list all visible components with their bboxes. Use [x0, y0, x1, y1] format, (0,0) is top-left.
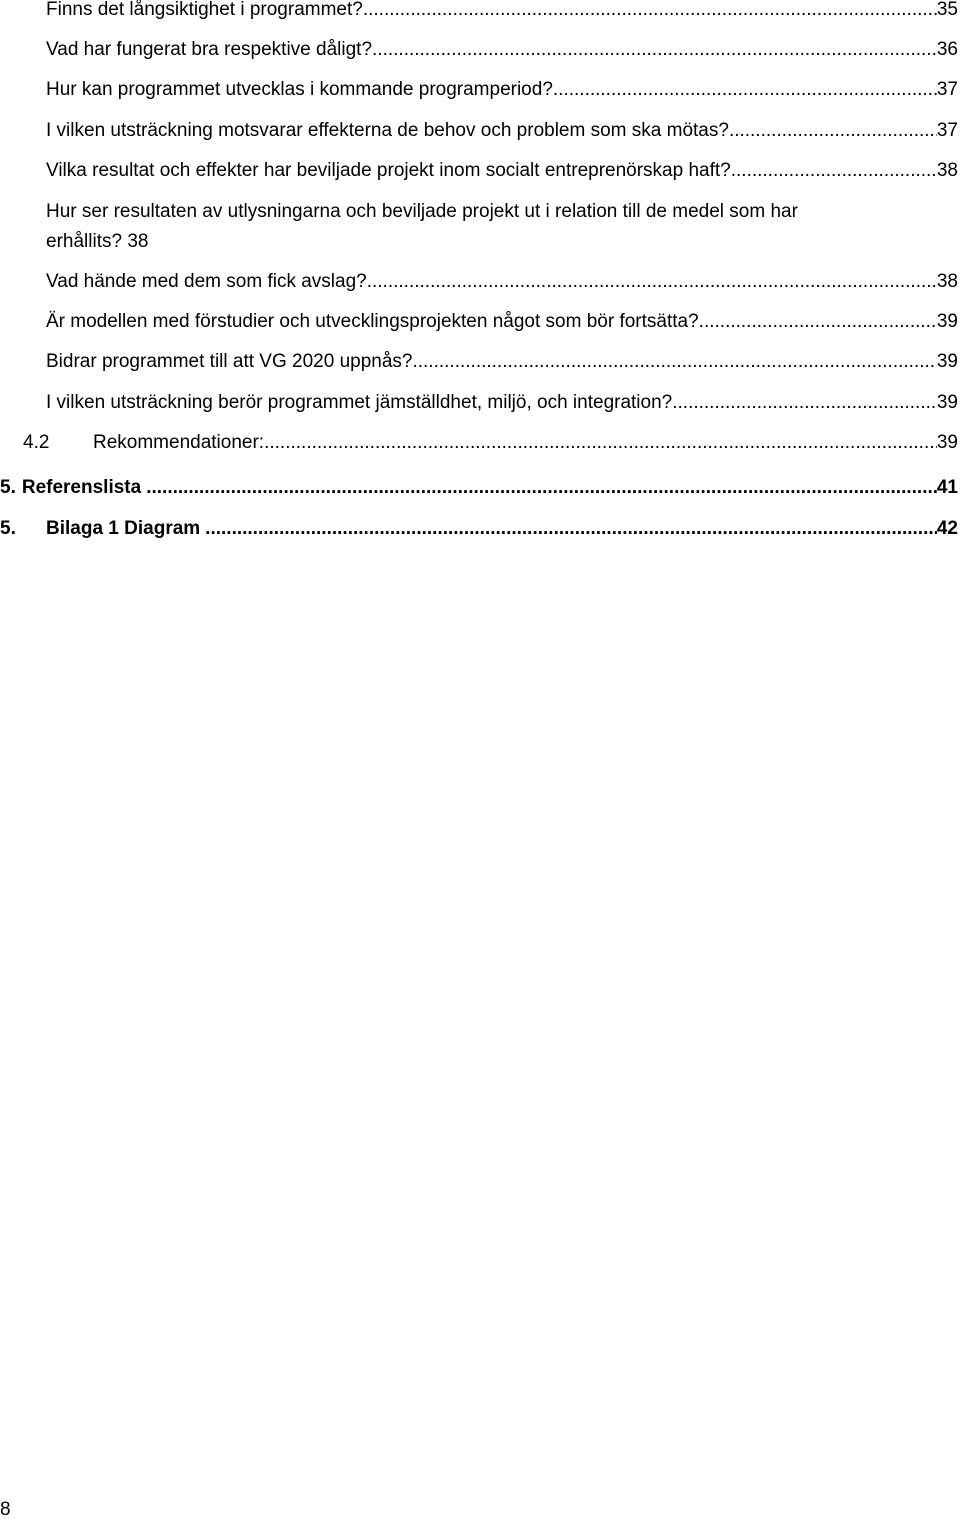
toc-entry-page: 39 [936, 432, 958, 453]
toc-entry-title-line2: erhållits? 38 [46, 231, 149, 252]
toc-entry[interactable] [46, 391, 958, 415]
toc-entry-page: 38 [936, 160, 958, 181]
toc-entry-title: Bilaga 1 Diagram [46, 518, 201, 539]
toc-leader-dots [372, 38, 937, 62]
toc-leader-dots [412, 350, 936, 374]
toc-entry[interactable] [46, 270, 958, 294]
toc-entry-page: 37 [936, 79, 958, 100]
toc-leader-dots [146, 476, 937, 500]
toc-entry-title: Är modellen med förstudier och utvecklingsprojekten något som bör fortsätta? [46, 311, 699, 332]
toc-leader-dots [672, 391, 937, 415]
toc-entry[interactable] [0, 476, 958, 500]
toc-leader-dots [363, 0, 937, 22]
toc-entry-page: 39 [936, 311, 958, 332]
toc-entry[interactable] [0, 517, 958, 541]
toc-entry-title: Vilka resultat och effekter har beviljade projekt inom socialt entreprenörskap haft? [46, 160, 731, 181]
toc-entry-page: 39 [936, 351, 958, 372]
toc-entry-page: 41 [936, 477, 958, 498]
toc-entry[interactable] [46, 310, 958, 334]
toc-entry[interactable] [46, 350, 958, 374]
toc-leader-dots [553, 78, 937, 102]
toc-leader-dots [699, 310, 937, 334]
toc-entry-page: 39 [936, 392, 958, 413]
toc-entry-title: Finns det långsiktighet i programmet? [46, 0, 363, 20]
toc-entry[interactable] [46, 119, 958, 143]
toc-entry[interactable] [46, 78, 958, 102]
toc-entry-title: Rekommendationer: [93, 432, 265, 453]
toc-leader-dots [729, 119, 937, 143]
toc-leader-dots [367, 270, 937, 294]
toc-entry-wrapped[interactable] [46, 197, 926, 257]
toc-entry-title: Bidrar programmet till att VG 2020 uppnås? [46, 351, 413, 372]
toc-entry-title: Vad hände med dem som fick avslag? [46, 271, 367, 292]
toc-entry-page: 35 [936, 0, 958, 20]
toc-entry[interactable] [46, 38, 958, 62]
toc-entry-title: I vilken utsträckning motsvarar effekterna de behov och problem som ska mötas? [46, 120, 729, 141]
toc-leader-dots [264, 431, 937, 455]
toc-entry-title: I vilken utsträckning berör programmet jämställdhet, miljö, och integration? [46, 392, 673, 413]
toc-entry-page: 38 [936, 271, 958, 292]
toc-entry-title: Vad har fungerat bra respektive dåligt? [46, 39, 373, 60]
toc-entry-number: 5. [0, 477, 16, 498]
toc-leader-dots [731, 159, 937, 183]
toc-leader-dots [205, 517, 937, 541]
toc-entry-page: 36 [936, 39, 958, 60]
toc-entry-title: Hur kan programmet utvecklas i kommande programperiod? [46, 79, 553, 100]
toc-entry-number: 4.2 [23, 432, 50, 453]
toc-entry[interactable] [23, 431, 958, 455]
toc-entry-page: 42 [936, 518, 958, 539]
toc-entry-number: 5. [0, 518, 16, 539]
toc-entry[interactable] [46, 0, 958, 22]
toc-entry[interactable] [46, 159, 958, 183]
page-number: 8 [0, 1499, 11, 1520]
toc-entry-page: 37 [936, 120, 958, 141]
toc-entry-title: Referenslista [21, 477, 142, 498]
toc-entry-title-line1: Hur ser resultaten av utlysningarna och beviljade projekt ut i relation till de medel som har [46, 201, 798, 222]
